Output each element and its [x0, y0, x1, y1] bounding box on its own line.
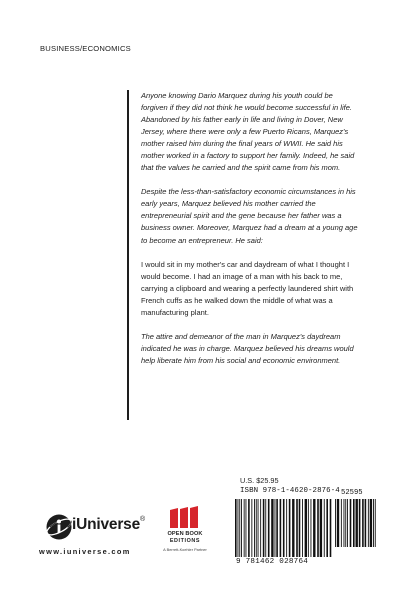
barcode-bar	[353, 499, 355, 547]
barcode-bar	[271, 499, 273, 557]
barcode-bar	[254, 499, 255, 557]
barcode-bar	[317, 499, 319, 557]
barcode-bar	[265, 499, 266, 557]
barcode-bar	[283, 499, 285, 557]
barcode-bar	[347, 499, 348, 547]
barcode-bar	[248, 499, 250, 557]
barcode-bar	[373, 499, 374, 547]
barcode-number: 9 781462 028764	[236, 558, 309, 566]
barcode-bar	[356, 499, 358, 547]
barcode-bar	[238, 499, 239, 557]
barcode-bar	[251, 499, 252, 557]
barcode-bar	[365, 499, 367, 547]
blurb-paragraph-2: Despite the less-than-satisfactory economic circumstances in his early years, Marquez believed his mother carried the entrepreneurial spirit and the gene because her father was a business owner. Moreover, Marquez had a dream at a young age to become an entrepreneur. He said:	[141, 187, 358, 245]
barcode-bar	[260, 499, 261, 557]
barcode-bar	[246, 499, 247, 557]
barcode-bar	[296, 499, 298, 557]
barcode-bar	[244, 499, 245, 557]
barcode-bar	[286, 499, 287, 557]
blurb-paragraph-4: The attire and demeanor of the man in Marquez's daydream indicated he was in charge. Marquez believed his dreams would help liberate him from his social and economic environment.	[141, 331, 354, 365]
barcode-bar	[235, 499, 237, 557]
imprint-name-line-2: EDITIONS	[169, 538, 201, 544]
category-label: BUSINESS/ECONOMICS	[40, 44, 131, 53]
barcode-bar	[299, 499, 301, 557]
barcode-main	[234, 499, 332, 557]
barcode-bar	[320, 499, 322, 557]
imprint-tagline: A Berrett-Koehler Partner	[163, 547, 207, 552]
barcode-bar	[275, 499, 276, 557]
barcode-bar	[276, 499, 278, 557]
blurb-quote: I would sit in my mother's car and daydream of what I thought I would become. I had an image of a man with his back to me, carrying a clipboard and wearing a perfectly laundered shirt with French cuffs as he walked down the middle of what was a manufacturing plant.	[141, 259, 354, 317]
isbn-label: ISBN 978-1-4620-2876-4	[240, 487, 340, 495]
barcode-bar	[330, 499, 332, 557]
barcode-bar	[337, 499, 339, 547]
barcode-bar	[335, 499, 336, 547]
publisher-name: iUniverse®	[72, 516, 145, 533]
barcode-bar	[370, 499, 372, 547]
barcode-bar	[311, 499, 312, 557]
barcode-bar	[359, 499, 361, 547]
barcode-bar	[326, 499, 328, 557]
barcode-bar	[368, 499, 369, 547]
publisher-url: www.iuniverse.com	[39, 547, 131, 556]
barcode-bar	[239, 499, 240, 557]
price-label: U.S. $25.95	[240, 476, 279, 485]
barcode-bar	[345, 499, 346, 547]
barcode-bar	[341, 499, 342, 547]
back-cover-blurb	[127, 90, 359, 420]
barcode-bar	[241, 499, 242, 557]
barcode-bar	[280, 499, 282, 557]
barcode-bar	[308, 499, 309, 557]
barcode-bar	[324, 499, 325, 557]
imprint-name-line-1: OPEN BOOK	[167, 531, 203, 537]
barcode-bar	[305, 499, 307, 557]
barcode-bar	[263, 499, 265, 557]
barcode-bar	[375, 499, 376, 547]
open-book-editions-logo-icon	[167, 506, 201, 530]
barcode-bar	[362, 499, 364, 547]
barcode-bar	[292, 499, 294, 557]
barcode-bar	[344, 499, 345, 547]
blurb-paragraph-1: Anyone knowing Dario Marquez during his youth could be forgiven if they did not think he would become successful in life. Abandoned by his father early in life and living in Dover, New Jersey, where there were only a few Puerto Ricans, Marquez's mother raised him during the final years of WWII. He said his mother worked in a factory to support her family. Indeed, he said that the values he carried and the spirit came from his mom.	[141, 91, 355, 173]
barcode-bar	[268, 499, 270, 557]
barcode-bar	[256, 499, 257, 557]
barcode-bar	[258, 499, 259, 557]
barcode-addon-digits: 52595	[341, 489, 363, 497]
barcode-bar	[313, 499, 315, 557]
barcode-bar	[350, 499, 352, 547]
barcode-bar	[289, 499, 291, 557]
barcode-addon	[334, 499, 376, 547]
barcode-bar	[302, 499, 303, 557]
